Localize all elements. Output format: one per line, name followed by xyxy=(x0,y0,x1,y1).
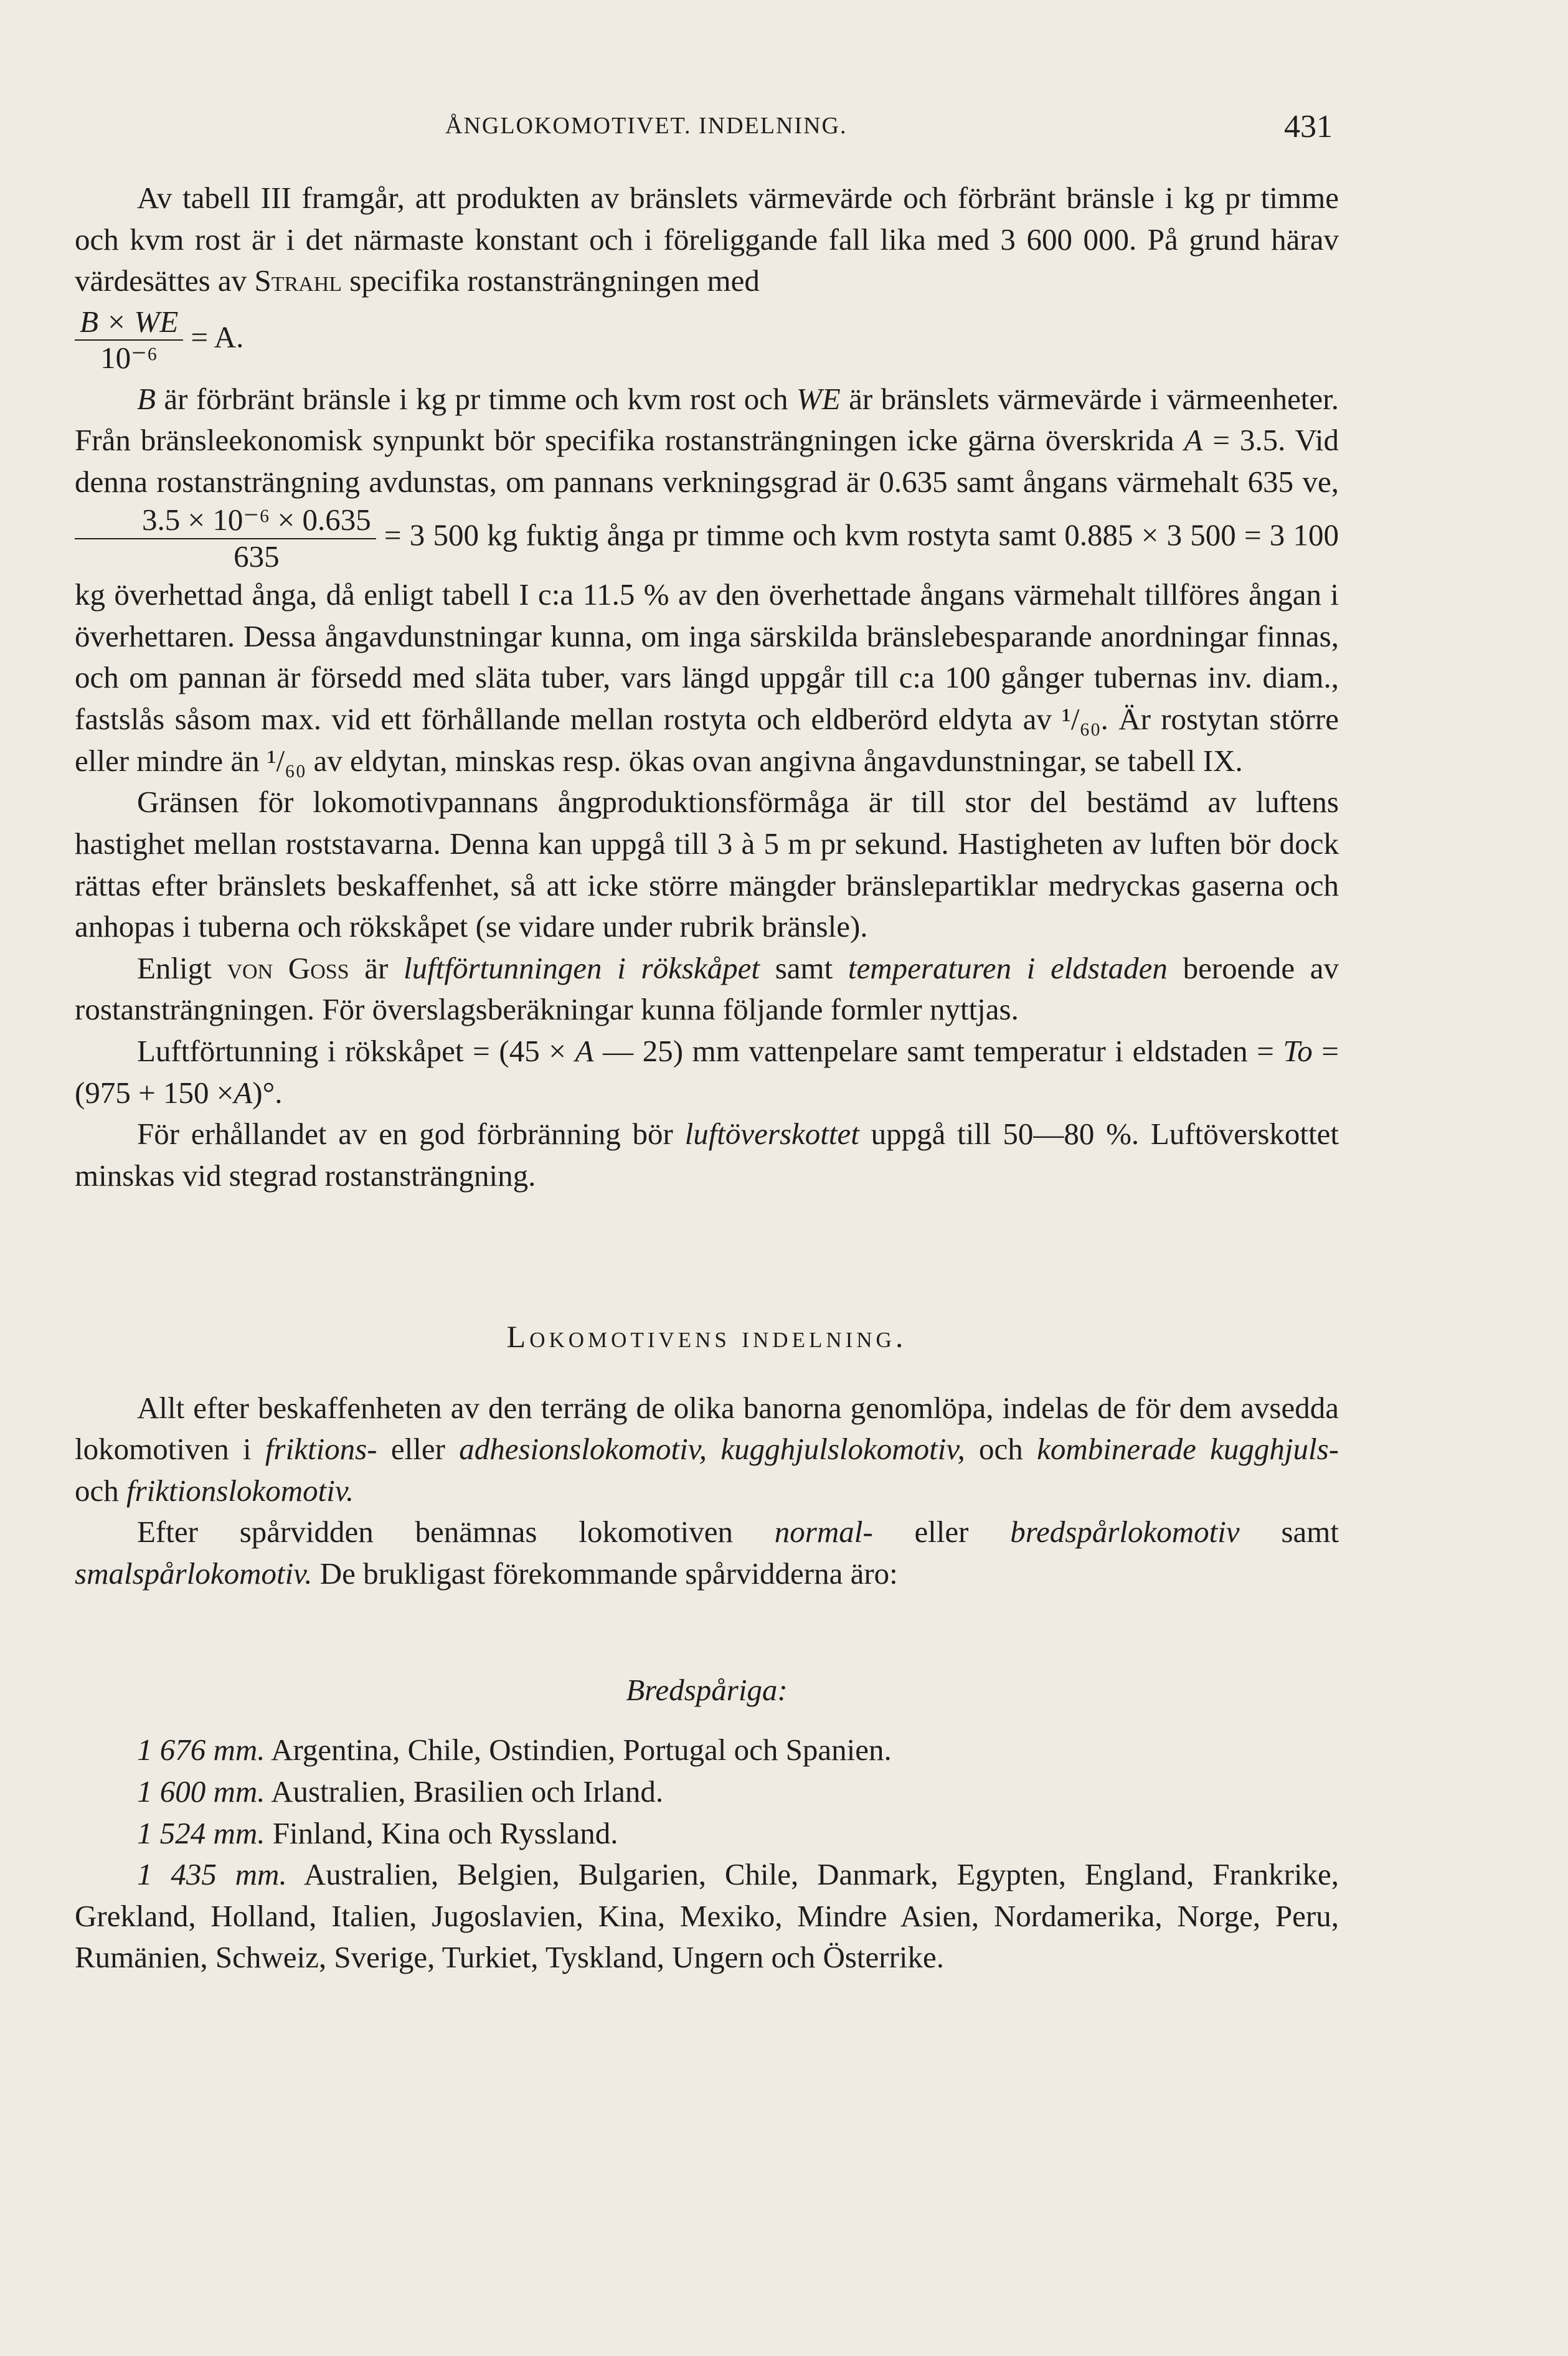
author-name: von Goss xyxy=(227,950,349,985)
paragraph: Allt efter beskaffenheten av den terräng de olika banorna genomlöpa, indelas de för dem avsedda lokomotiven i friktions- eller adhesionslokomotiv, kugghjulslokomotiv, och kombinerade kugghjuls- och friktionslokomotiv. xyxy=(75,1390,1339,1508)
paragraph: Efter spårvidden benämnas lokomotiven normal- eller bredspårlokomotiv samt smalspårlokomotiv. De brukligast förekommande spårvidderna äro: xyxy=(75,1515,1339,1591)
denominator: 635 xyxy=(234,539,280,574)
numerator: B × WE xyxy=(75,305,183,341)
gauge-value: 1 435 mm. xyxy=(137,1857,287,1892)
list-item xyxy=(75,1813,1339,1855)
paragraph: B är förbränt bränsle i kg pr timme och kvm rost och WE är bränslets värmevärde i värmeenheter. Från bränsleekonomisk synpunkt bör specifika rostansträngningen icke gärna överskrida A = 3.5. Vid denna rostansträngning avdunstas, om pannans verkningsgrad är 0.635 samt ångans värmehalt 635 ve, $\frac{\text{3.5 × 10⁻⁶ × 0.635}}{635}$ = 3 500 kg fuktig ånga pr timme och kvm rostyta samt 0.885 × 3 500 = 3 100 kg överhettad ånga, då enligt tabell I c:a 11.5 % av den överhettade ångans värmehalt tillföres ångan i överhettaren. Dessa ångavdunstningar kunna, om inga särskilda bränslebesparande anordningar finnas, och om pannan är försedd med släta tuber, vars längd uppgår till c:a 100 gånger tubernas inv. diam., fastslås såsom max. vid ett förhållande mellan rostyta och eldberörd eldyta av ¹/₆₀. Är rostytan större eller mindre än ¹/₆₀ av eldytan, minskas resp. ökas ovan angivna ångavdunstningar, se tabell IX. xyxy=(75,381,1339,778)
paragraph: Enligt von Goss är luftförtunningen i rökskåpet samt temperaturen i eldstaden beroende av rostansträngningen. För överslagsberäkningar kunna följande formler nyttjas. xyxy=(75,950,1339,1027)
paragraph: Luftförtunning i rökskåpet = (45 × A — 25) mm vattenpelare samt temperatur i eldstaden = To = (975 + 150 ×A)°. xyxy=(75,1034,1339,1110)
subheading: Bredspåriga: xyxy=(626,1672,788,1707)
gauge-value: 1 676 mm. xyxy=(137,1733,265,1767)
gauge-list xyxy=(75,1729,1339,1979)
formula-rhs: = 3 500 kg xyxy=(384,518,518,553)
paragraph: Gränsen för lokomotivpannans ångproduktionsförmåga är till stor del bestämd av luftens hastighet mellan roststavarna. Denna kan uppgå till 3 à 5 m pr sekund. Hastigheten av luften bör dock rättas efter bränslets beskaffenhet, så att icke större mängder bränslepartiklar medryckas gaserna och anhopas i tuberna och rökskåpet (se vidare under rubrik bränsle). xyxy=(75,785,1339,944)
numerator: 3.5 × 10⁻⁶ × 0.635 xyxy=(75,503,376,539)
gauge-value: 1 600 mm. xyxy=(137,1774,265,1809)
fraction xyxy=(75,305,183,376)
fraction xyxy=(75,503,376,574)
list-item xyxy=(75,1771,1339,1813)
page-body xyxy=(75,177,1339,1979)
section-title: Lokomotivens indelning. xyxy=(506,1318,907,1354)
formula xyxy=(75,305,1339,376)
gauge-countries: Argentina, Chile, Ostindien, Portugal och Spanien. xyxy=(271,1733,892,1767)
paragraph: Av tabell III framgår, att produkten av bränslets värmevärde och förbränt bränsle i kg pr timme och kvm rost är i det närmaste konstant och i föreliggande fall lika med 3 600 000. På grund härav värdesättes av Strahl specifika rostansträngningen med xyxy=(75,181,1339,298)
denominator: 10⁻⁶ xyxy=(100,341,158,376)
author-name: Strahl xyxy=(254,263,342,298)
running-title: ÅNGLOKOMOTIVET. INDELNING. xyxy=(445,113,848,139)
gauge-value: 1 524 mm. xyxy=(137,1815,265,1850)
page-number: 431 xyxy=(1284,109,1333,144)
paragraph: För erhållandet av en god förbränning bör luftöverskottet uppgå till 50—80 %. Luftöverskottet minskas vid stegrad rostansträngning. xyxy=(75,1117,1339,1193)
formula-rhs: = A. xyxy=(191,319,244,354)
gauge-countries: Australien, Brasilien och Irland. xyxy=(271,1774,664,1809)
gauge-countries: Finland, Kina och Ryssland. xyxy=(272,1815,618,1850)
list-item xyxy=(75,1854,1339,1979)
list-item xyxy=(75,1729,1339,1771)
gauge-countries: Australien, Belgien, Bulgarien, Chile, Danmark, Egypten, England, Frankrike, Grekland, Holland, Italien, Jugoslavien, Kina, Mexiko, Mindre Asien, Nordamerika, Norge, Peru, Rumänien, Schweiz, Sverige, Turkiet, Tyskland, Ungern och Österrike. xyxy=(75,1857,1339,1975)
